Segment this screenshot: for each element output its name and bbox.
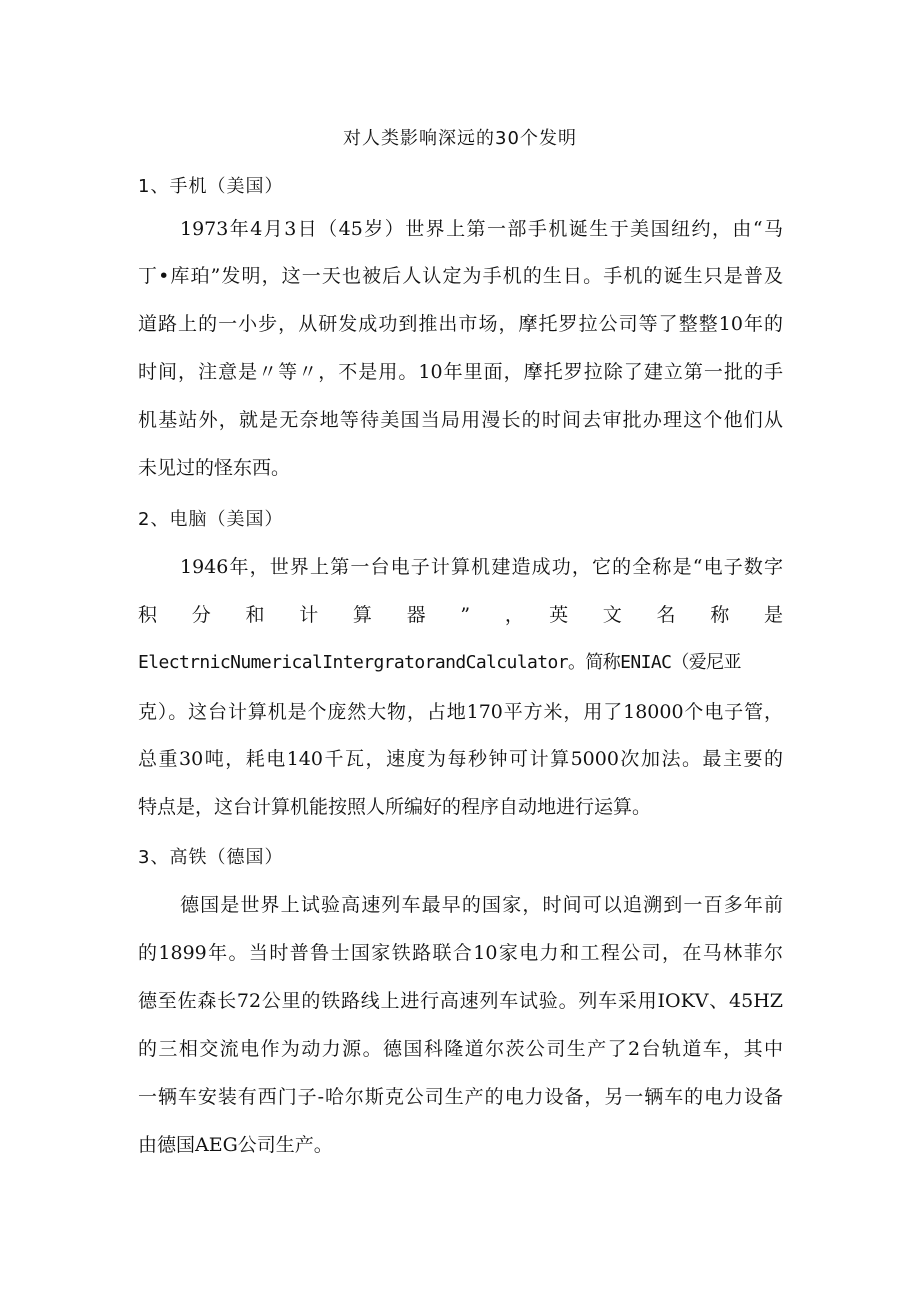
paragraph-line: 时间，注意是〃等〃，不是用。10年里面，摩托罗拉除了建立第一批的手	[138, 361, 783, 383]
paragraph-line: 的1899年。当时普鲁士国家铁路联合10家电力和工程公司，在马林菲尔	[138, 942, 783, 964]
paragraph-line: 的三相交流电作为动力源。德国科隆道尔茨公司生产了2台轨道车，其中	[138, 1038, 783, 1060]
paragraph-line: 由德国AEG公司生产。	[138, 1134, 333, 1156]
paragraph-line: 克）。这台计算机是个庞然大物，占地170平方米，用了18000个电子管，	[138, 701, 783, 723]
section-heading-mobile-phone: 1、手机（美国）	[138, 176, 284, 197]
paragraph-line: 一辆车安装有西门子-哈尔斯克公司生产的电力设备，另一辆车的电力设备	[138, 1086, 783, 1108]
paragraph-line: 未见过的怪东西。	[138, 457, 291, 479]
paragraph-line: 1973年4月3日（45岁）世界上第一部手机诞生于美国纽约，由“马	[180, 218, 783, 240]
paragraph-line: 德至佐森长72公里的铁路线上进行高速列车试验。列车采用IOKV、45HZ	[138, 990, 783, 1012]
paragraph-line: ElectrnicNumericalIntergratorandCalculator。简称ENIAC（爱尼亚	[138, 652, 741, 673]
paragraph-line: 1946年，世界上第一台电子计算机建造成功，它的全称是“电子数字	[180, 556, 783, 578]
paragraph-line: 丁•库珀”发明，这一天也被后人认定为手机的生日。手机的诞生只是普及	[138, 265, 783, 287]
paragraph-line: 道路上的一小步，从研发成功到推出市场，摩托罗拉公司等了整整10年的	[138, 313, 783, 335]
document-title: 对人类影响深远的30个发明	[343, 128, 577, 149]
paragraph-line: 积 分 和 计 算 器 ” ， 英 文 名 称 是	[138, 604, 783, 626]
paragraph-line: 机基站外，就是无奈地等待美国当局用漫长的时间去审批办理这个他们从	[138, 409, 783, 431]
paragraph-line: 德国是世界上试验高速列车最早的国家，时间可以追溯到一百多年前	[180, 894, 783, 916]
paragraph-line: 总重30吨，耗电140千瓦，速度为每秒钟可计算5000次加法。最主要的	[138, 748, 783, 770]
paragraph-line: 特点是，这台计算机能按照人所编好的程序自动地进行运算。	[138, 796, 652, 818]
section-heading-computer: 2、电脑（美国）	[138, 509, 284, 530]
section-heading-high-speed-rail: 3、高铁（德国）	[138, 847, 284, 868]
